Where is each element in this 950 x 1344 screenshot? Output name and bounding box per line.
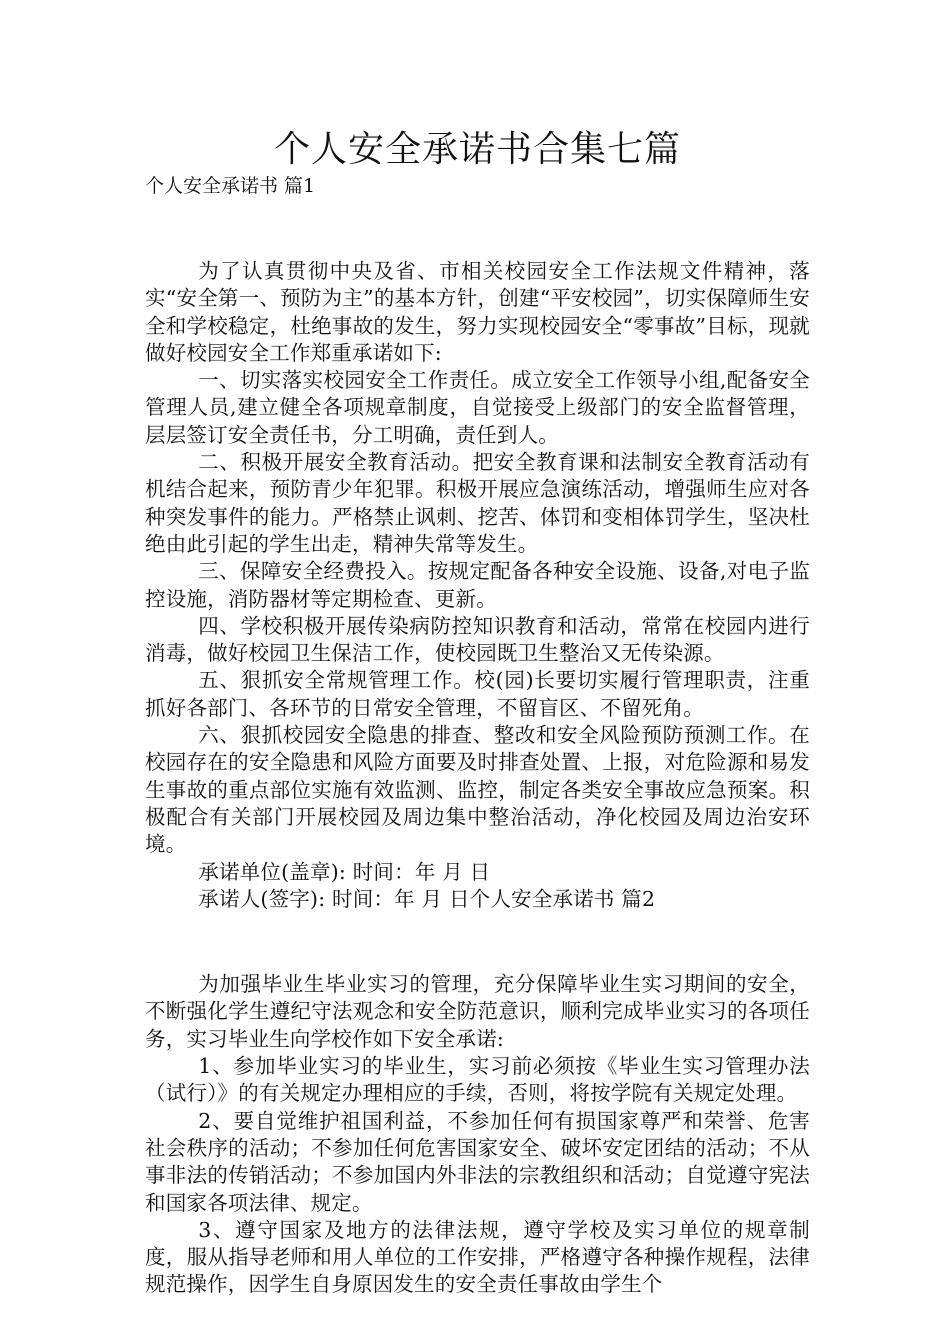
paragraph: 2、要自觉维护祖国利益，不参加任何有损国家尊严和荣誉、危害社会秩序的活动；不参加任何危害国家安全、破坏安定团结的活动；不从事非法的传销活动；不参加国内外非法的宗教组织和活动；自觉遵守宪法和国家各项法律、规定。 [145,1108,810,1215]
paragraph: 四、学校积极开展传染病防控知识教育和活动，常常在校园内进行消毒，做好校园卫生保洁工作，使校园既卫生整治又无传染源。 [145,613,810,666]
paragraph: 六、狠抓校园安全隐患的排查、整改和安全风险预防预测工作。在校园存在的安全隐患和风险方面要及时排查处置、上报，对危险源和易发生事故的重点部位实施有效监测、监控，制定各类安全事故应急预案。积极配合有关部门开展校园及周边集中整治活动，净化校园及周边治安环境。 [145,723,810,857]
paragraph: 为了认真贯彻中央及省、市相关校园安全工作法规文件精神，落实“安全第一、预防为主”的基本方针，创建“平安校园”，切实保障师生安全和学校稳定，杜绝事故的发生，努力实现校园安全“零事故”目标，现就做好校园安全工作郑重承诺如下: [145,259,810,365]
blank-space [145,200,810,258]
paragraph: 为加强毕业生毕业实习的管理，充分保障毕业生实习期间的安全，不断强化学生遵纪守法观念和安全防范意识，顺利完成毕业实习的各项任务，实习毕业生向学校作如下安全承诺: [145,972,810,1051]
section-heading-1: 个人安全承诺书 篇1 [145,175,316,197]
signature-unit-line: 承诺单位(盖章): 时间：年 月 日 [198,859,491,884]
paragraph: 3、遵守国家及地方的法律法规，遵守学校及实习单位的规章制度，服从指导老师和用人单位的工作安排，严格遵守各种操作规程，法律规范操作，因学生自身原因发生的安全责任事故由学生个 [145,1217,810,1297]
paragraph: 1、参加毕业实习的毕业生，实习前必须按《毕业生实习管理办法（试行）》的有关规定办理相应的手续，否则，将按学院有关规定处理。 [145,1054,810,1106]
paragraph: 二、积极开展安全教育活动。把安全教育课和法制安全教育活动有机结合起来，预防青少年犯罪。积极开展应急演练活动，增强师生应对各种突发事件的能力。严格禁止讽刺、挖苦、体罚和变相体罚学生，坚决杜绝由此引起的学生出走，精神失常等发生。 [145,450,810,556]
section-heading-2: 个人安全承诺书 篇2 [469,886,656,911]
paragraph: 五、狠抓安全常规管理工作。校(园)长要切实履行管理职责，注重抓好各部门、各环节的日常安全管理，不留盲区、不留死角。 [145,668,810,720]
blank-space [145,913,810,971]
paragraph: 三、保障安全经费投入。按规定配备各种安全设施、设备,对电子监控设施，消防器材等定期检查、更新。 [145,559,810,611]
signature-person-line [145,886,810,913]
paragraph: 一、切实落实校园安全工作责任。成立安全工作领导小组,配备安全管理人员,建立健全各项规章制度，自觉接受上级部门的安全监督管理，层层签订安全责任书，分工明确，责任到人。 [145,368,810,447]
document-title: 个人安全承诺书合集七篇 [273,129,681,170]
signature-person-text: 承诺人(签字): 时间：年 月 日 [198,886,470,911]
